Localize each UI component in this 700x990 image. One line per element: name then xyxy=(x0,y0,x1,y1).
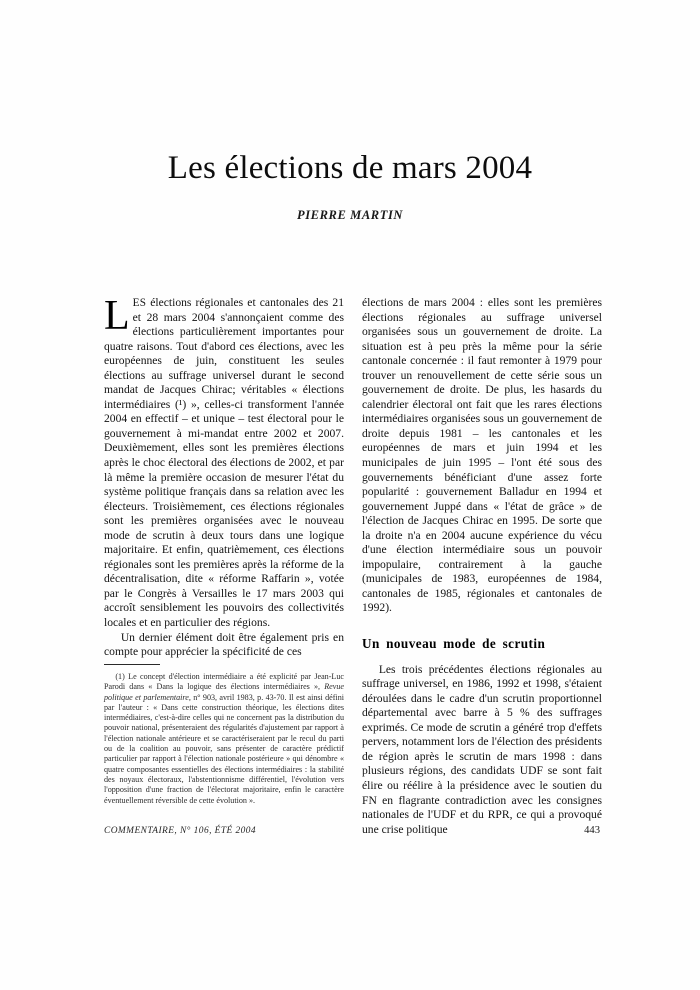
footnote-separator-rule xyxy=(104,664,160,665)
paragraph-right-2: Les trois précédentes élections régionales au suffrage universel, en 1986, 1992 et 1998, s'étaient déroulées dans le cadre d'un scrutin proportionnel départemental avec barre à 5 % des suffrages exprimés. Ce mode de scrutin a généré trop d'effets pervers, notamment lors de l'élection des présidents de région après le scrutin de mars 1998 : dans plusieurs régions, des candidats UDF se sont fait élire ou réélire à la présidence avec le soutien du FN en flagrante contradiction avec les consignes nationales de l'UDF et du RPR, ce qui a provoqué une crise politique xyxy=(362,662,602,836)
paragraph-opening-body: élections régionales et cantonales des 21 et 28 mars 2004 s'annonçaient comme des élections particulièrement importantes pour quatre raisons. Tout d'abord ces élections, avec les européennes de juin, constituent les seules élections au suffrage universel durant le second mandat de Jacques Chirac; véritables « élections intermédiaires (¹) », celles-ci transforment l'année 2004 en effectif – et unique – test électoral pour le gouvernement à mi-mandat entre 2002 et 2007. Deuxièmement, elles sont les premières élections après le choc électoral des élections de 2002, et par là même la première occasion de mesurer l'état du système politique français dans sa relation avec les électeurs. Troisièmement, ces élections régionales sont les premières organisées avec le nouveau mode de scrutin à deux tours dans une logique majoritaire. Et enfin, quatrièmement, ces élections régionales sont les premières après la réforme de la décentralisation, dite « réforme Raffarin », votée par le Congrès à Versailles le 17 mars 2003 qui accroît sensiblement les pouvoirs des collectivités locales et en particulier des régions. xyxy=(104,296,344,630)
paragraph-left-2: Un dernier élément doit être également pris en compte pour apprécier la spécificité de ces xyxy=(104,630,344,659)
footnote-text-part-1: (1) Le concept d'élection intermédiaire a été explicité par Jean-Luc Parodi dans « Dans la logique des élections intermédiaires », xyxy=(104,672,344,692)
footnote-journal-title: Revue politique et parlementaire, xyxy=(104,682,344,702)
paragraph-right-1: élections de mars 2004 : elles sont les premières élections régionales au suffrage universel organisées sous un gouvernement de droite. La situation est à peu près la même pour la série cantonale concernée : il faut remonter à 1979 pour trouver un renouvellement de cette série sous un gouvernement de droite. De plus, les hasards du calendrier électoral ont fait que les rares élections intermédiaires organisées sous un gouvernement de droite depuis 1981 – les cantonales et les européennes de mars et juin 1994 et les municipales de juin 1995 – l'ont été sous des gouvernements bénéficiant d'une assez forte popularité : gouvernement Balladur en 1994 et gouvernement Juppé dans « l'état de grâce » de l'élection de Jacques Chirac en 1995. De sorte que la droite n'a en 2004 aucune expérience du vécu d'une élection intermédiaire sous un pouvoir impopulaire, contrairement à la gauche (municipales de 1983, européennes de 1984, cantonales de 1985, régionales et cantonales de 1992). xyxy=(362,296,602,615)
journal-reference: COMMENTAIRE, N° 106, ÉTÉ 2004 xyxy=(104,826,257,836)
footnote-text-part-2: n° 903, avril 1983, p. 43-70. Il est ainsi défini par l'auteur : « Dans cette construction théorique, les élections dites intermédiaires, c'est-à-dire celles qui ne concernent pas la distribution du pouvoir national, présenteraient des régularités d'ajustement par rapport à l'élection nationale antérieure et se caractériseraient par le recul du parti ou de la coalition au pouvoir, sans présenter de caractère prédictif particulier par rapport à l'élection nationale postérieure » qui dénombre « quatre composantes essentielles des élections intermédiaires : la stabilité des noyaux électoraux, l'abstentionnisme différentiel, l'évolution vers l'opposition d'une fraction de l'électorat majoritaire, enfin le caractère éventuellement réversible de cette évolution ». xyxy=(104,692,344,805)
text-column-right xyxy=(362,296,602,837)
page-title: Les élections de mars 2004 xyxy=(167,150,533,187)
footnote-text xyxy=(104,672,344,806)
paragraph-opening xyxy=(104,293,344,631)
text-column-left xyxy=(104,293,344,660)
footnote-block xyxy=(104,664,344,806)
opening-small-caps: ES xyxy=(132,297,147,309)
drop-cap-letter: L xyxy=(104,293,130,339)
page-footer xyxy=(104,825,600,836)
page-number: 443 xyxy=(584,825,600,836)
author-byline: PIERRE MARTIN xyxy=(296,208,404,222)
section-heading: Un nouveau mode de scrutin xyxy=(362,636,546,652)
